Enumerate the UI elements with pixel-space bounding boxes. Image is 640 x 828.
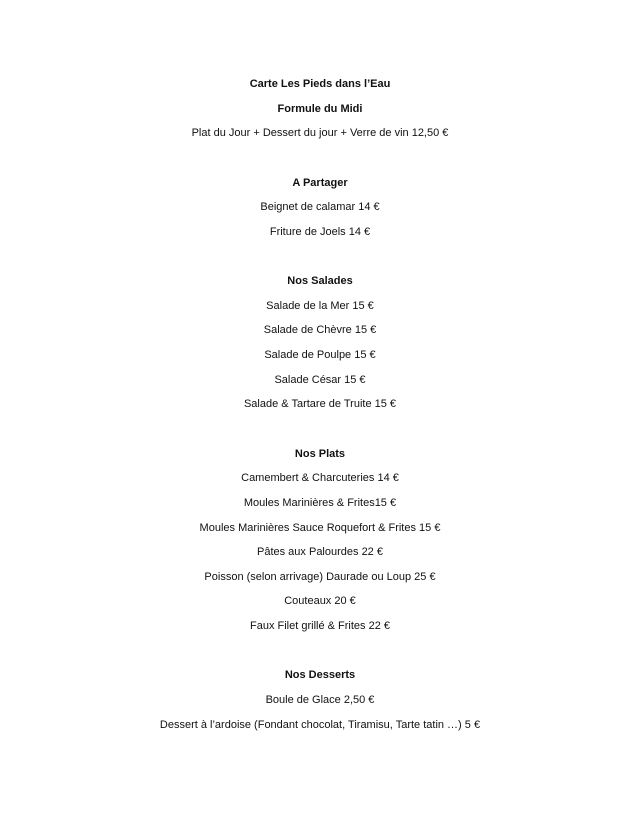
menu-item: Pâtes aux Palourdes 22 € [257,546,383,559]
section-nos-desserts [0,663,640,737]
section-a-partager [0,171,640,245]
menu-title: Carte Les Pieds dans l’Eau [249,78,391,90]
section-spacer [0,417,640,442]
menu-item: Camembert & Charcuteries 14 € [241,472,399,485]
menu-item: Salade de Poulpe 15 € [264,349,376,362]
menu-item: Salade César 15 € [274,373,366,386]
menu-item: Beignet de calamar 14 € [260,201,380,214]
section-spacer [0,244,640,269]
menu-item: Friture de Joels 14 € [269,225,371,238]
section-heading: Nos Desserts [284,669,356,682]
section-spacer [0,146,640,171]
menu-item: Poisson (selon arrivage) Daurade ou Loup 25 € [204,570,436,583]
section-heading: Formule du Midi [277,102,363,115]
menu-item: Couteaux 20 € [284,595,356,608]
menu-item: Plat du Jour + Dessert du jour + Verre de vin 12,50 € [191,127,449,140]
section-nos-salades [0,269,640,417]
section-heading: Nos Plats [294,447,346,460]
menu-item: Moules Marinières & Frites15 € [243,496,397,509]
menu-item: Salade de la Mer 15 € [266,299,374,312]
menu-item: Dessert à l’ardoise (Fondant chocolat, Tiramisu, Tarte tatin …) 5 € [159,718,481,731]
menu-item: Boule de Glace 2,50 € [265,694,375,707]
section-spacer [0,639,640,664]
menu-item: Faux Filet grillé & Frites 22 € [250,620,390,633]
menu-item: Moules Marinières Sauce Roquefort & Frites 15 € [199,521,441,534]
section-nos-plats [0,442,640,639]
section-formule-du-midi [0,97,640,146]
section-heading: Nos Salades [287,275,353,288]
menu-item: Salade & Tartare de Truite 15 € [243,398,397,411]
menu-item: Salade de Chèvre 15 € [263,324,377,337]
section-heading: A Partager [292,176,348,189]
